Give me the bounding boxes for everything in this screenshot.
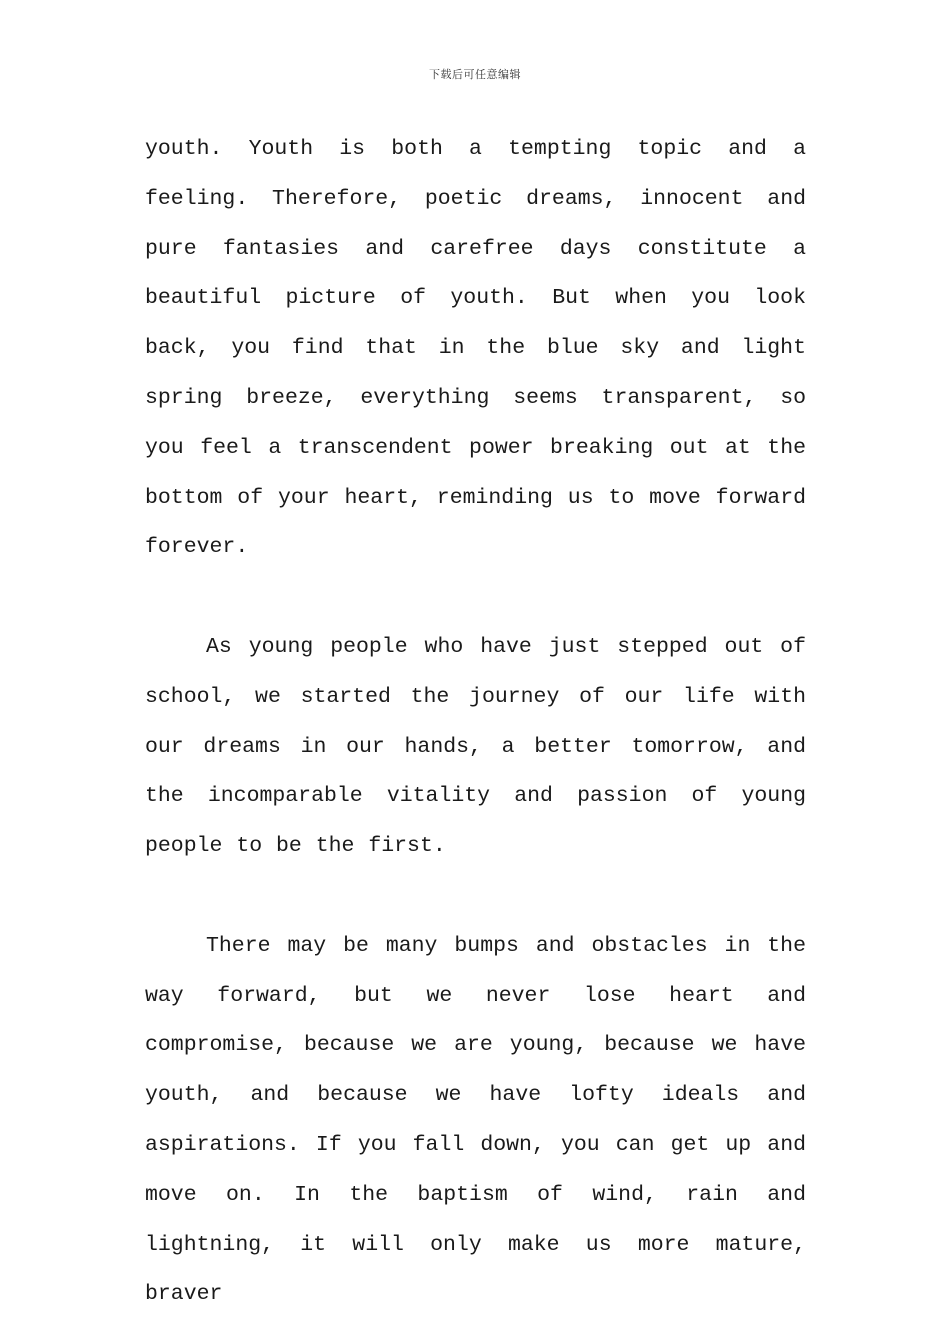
- paragraph-bumps-obstacles: There may be many bumps and obstacles in the way forward, but we never lose heart and compromise, because we are young, because we have youth, and because we have lofty ideals and aspirations. If you fall down, you can get up and move on. In the baptism of wind, rain and lightning, it will only make us more mature, braver: [145, 933, 806, 1307]
- document-body: [145, 125, 806, 1320]
- paragraph-young-people: As young people who have just stepped out of school, we started the journey of our life with our dreams in our hands, a better tomorrow, and the incomparable vitality and passion of young people to be the first.: [145, 634, 806, 859]
- page-header: 下载后可任意编辑: [429, 68, 521, 81]
- paragraph-youth-feeling: youth. Youth is both a tempting topic and a feeling. Therefore, poetic dreams, innocent and pure fantasies and carefree days constitute a beautiful picture of youth. But when you look back, you find that in the blue sky and light spring breeze, everything seems transparent, so you feel a transcendent power breaking out at the bottom of your heart, reminding us to move forward forever.: [145, 137, 806, 560]
